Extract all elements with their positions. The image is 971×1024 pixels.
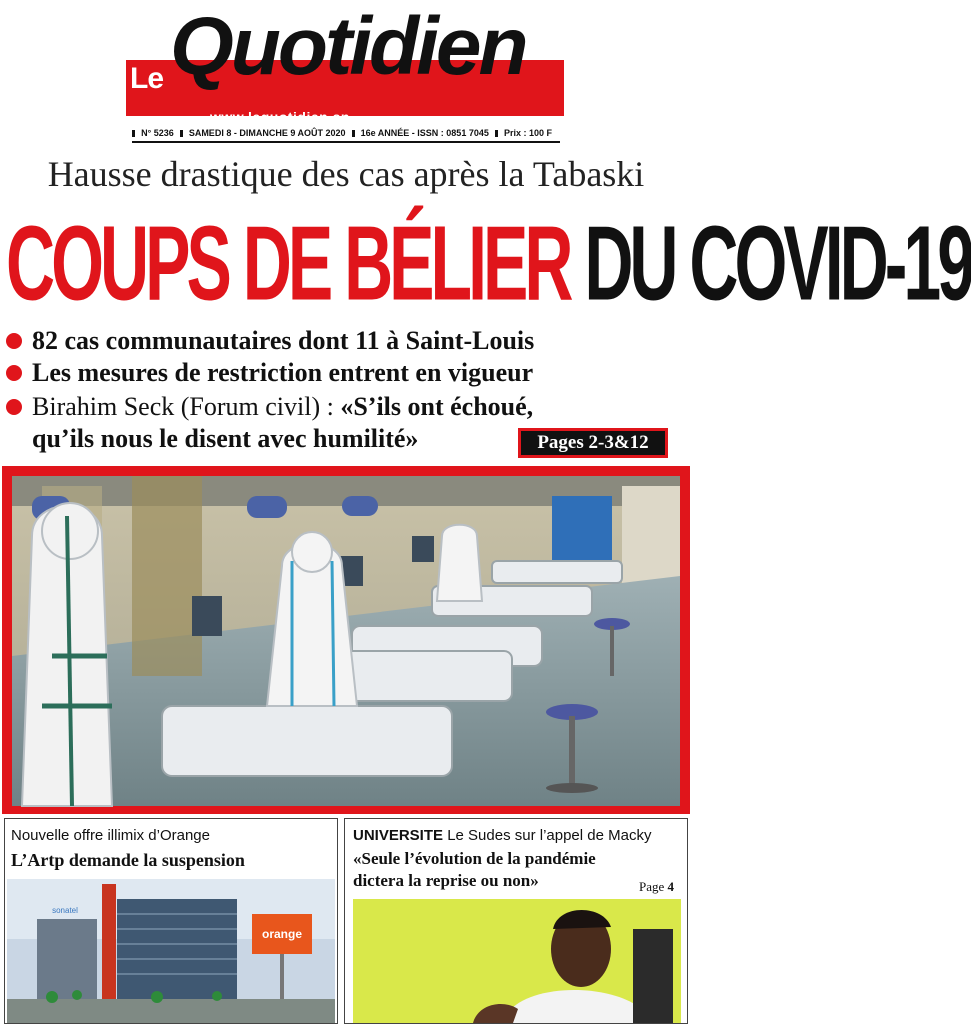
issue-info-bar — [132, 126, 552, 140]
masthead — [0, 0, 692, 146]
sonatel-sign-text: sonatel — [52, 906, 78, 915]
red-dot-icon — [6, 365, 22, 381]
hospital-ward-illustration — [12, 476, 680, 806]
teaser-box-universite[interactable] — [344, 818, 688, 1024]
square-bullet-icon — [180, 130, 183, 137]
teaser-kicker-rest: Le Sudes sur l’appel de Macky — [447, 827, 652, 844]
logo-le: Le — [130, 62, 164, 95]
lead-bullet-2 — [6, 358, 533, 388]
hospital-ward-photo[interactable] — [12, 476, 680, 806]
red-dot-icon — [6, 333, 22, 349]
headline-black-part: DU COVID-19 — [584, 205, 971, 323]
square-bullet-icon — [352, 130, 355, 137]
sonatel-building-photo — [7, 879, 335, 1023]
logo-url[interactable]: www.lequotidien.sn — [210, 109, 350, 125]
square-bullet-icon — [495, 130, 498, 137]
issue-date: SAMEDI 8 - DIMANCHE 9 AOÛT 2020 — [188, 128, 346, 138]
lead-bullet-3 — [6, 392, 533, 422]
pages-badge[interactable]: Pages 2-3&12 — [518, 428, 668, 458]
lead-kicker: Hausse drastique des cas après la Tabaski — [47, 154, 645, 194]
headline-red-part: COUPS DE BÉLIER — [6, 205, 570, 323]
orange-sign-text: orange — [261, 927, 303, 941]
teaser-box-orange[interactable] — [4, 818, 338, 1024]
masthead-divider — [132, 141, 560, 143]
teaser-kicker — [353, 827, 651, 844]
bullet-text: Les mesures de restriction entrent en vigueur — [32, 358, 534, 387]
teaser-page-ref — [639, 879, 674, 895]
red-dot-icon — [6, 399, 22, 415]
issue-price: Prix : 100 F — [503, 128, 552, 138]
square-bullet-icon — [132, 130, 135, 137]
portrait-photo — [353, 899, 681, 1023]
teaser-title-line-2: dictera la reprise ou non» — [353, 871, 539, 890]
lead-bullet-1 — [6, 326, 534, 356]
teaser-title-line-1: «Seule l’évolution de la pandémie — [353, 849, 596, 868]
bullet-quote: «S’ils ont échoué, — [340, 392, 534, 421]
logo-title: Quotidien — [170, 1, 526, 92]
page-label: Page — [639, 879, 665, 894]
teaser-kicker: Nouvelle offre illimix d’Orange — [11, 827, 210, 844]
teaser-title: L’Artp demande la suspension — [11, 850, 245, 870]
lead-bullet-3-continuation: qu’ils nous le disent avec humilité» — [32, 424, 419, 453]
page-number: 4 — [667, 879, 675, 894]
teaser-kicker-bold: UNIVERSITE — [353, 827, 444, 844]
bullet-source: Birahim Seck (Forum civil) : — [32, 392, 334, 421]
issue-year-issn: 16e ANNÉE - ISSN : 0851 7045 — [360, 128, 489, 138]
issue-number: N° 5236 — [141, 128, 174, 138]
bullet-text: 82 cas communautaires dont 11 à Saint-Louis — [32, 326, 535, 355]
